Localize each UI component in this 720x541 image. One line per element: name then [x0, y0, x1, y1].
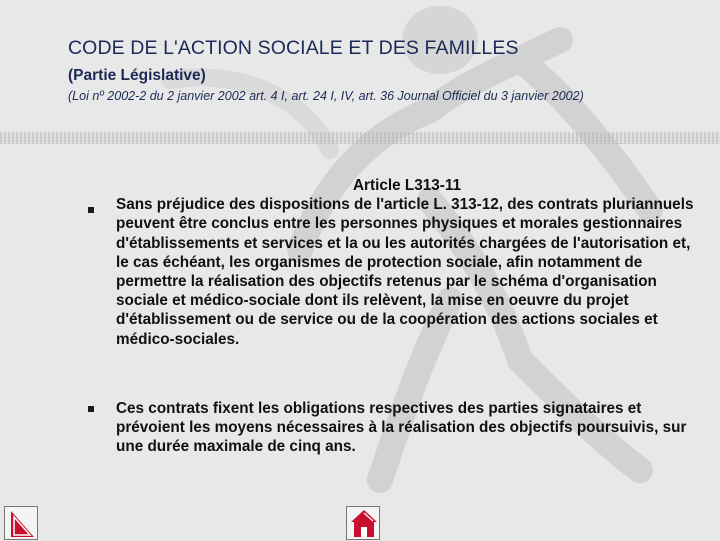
home-icon [347, 507, 381, 541]
home-button[interactable] [346, 506, 380, 540]
bullet-icon [88, 207, 94, 213]
legal-reference: (Loi nº 2002-2 du 2 janvier 2002 art. 4 I, art. 24 I, IV, art. 36 Journal Officiel du 3 janvier 2002) [68, 89, 584, 103]
header-divider [0, 132, 720, 144]
page-subtitle: (Partie Législative) [68, 67, 206, 84]
back-button[interactable] [4, 506, 38, 540]
article-paragraph-2: Ces contrats fixent les obligations respectives des parties signataires et prévoient les moyens nécessaires à la réalisation des objectifs poursuivis, sur une durée maximale de cinq ans. [116, 400, 687, 456]
article-paragraph-1 [116, 176, 698, 349]
bullet-icon [88, 406, 94, 412]
page-title: CODE DE L'ACTION SOCIALE ET DES FAMILLES [68, 37, 519, 59]
paragraph-text: Sans préjudice des dispositions de l'article L. 313-12, des contrats pluriannuels peuvent être conclus entre les personnes physiques et morales gestionnaires d'établissements et services et la ou les autorités chargées de l'autorisation et, le cas échéant, les organismes de protection sociale, afin notamment de permettre la réalisation des objectifs retenus par le schéma d'organisation sociale et médico-sociale dont ils relèvent, la mise en oeuvre du projet d'établissement ou de service ou de la coopération des actions sociales et médico-sociales. [116, 196, 694, 348]
article-heading: Article L313-11 [353, 177, 461, 194]
back-triangle-icon [5, 507, 39, 541]
